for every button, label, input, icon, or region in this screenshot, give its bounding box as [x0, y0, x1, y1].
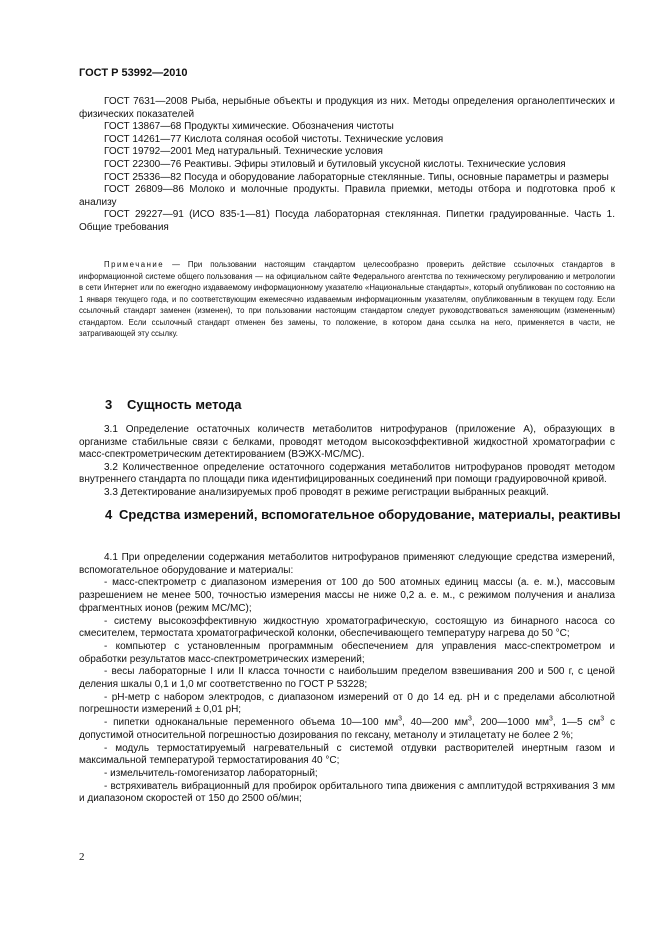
section-4-heading [105, 507, 625, 523]
reference-item: ГОСТ 7631—2008 Рыба, нерыбные объекты и продукция из них. Методы определения органолептических и физических показателей [79, 96, 615, 120]
superscript: 3 [398, 715, 402, 723]
document-header: ГОСТ Р 53992—2010 [79, 67, 188, 79]
section-number: 4 [105, 507, 113, 522]
list-item: - встряхиватель вибрационный для пробирок орбитального типа движения с амплитудой встряхивания 3 мм и диапазоном скоростей от 150 до 2500 об/мин; [79, 780, 615, 805]
reference-item: ГОСТ 14261—77 Кислота соляная особой чистоты. Технические условия [104, 133, 444, 145]
superscript: 3 [548, 715, 553, 723]
paragraph: 3.3 Детектирование анализируемых проб проводят в режиме регистрации выбранных реакций. [104, 486, 549, 498]
list-item: - компьютер с установленным программным обеспечением для управления масс-спектрометром и обработки результатов масс-спектрометрических измерений; [79, 640, 615, 665]
section-title: Средства измерений, вспомогательное оборудование, материалы, реактивы [119, 507, 621, 522]
note-text: — При пользовании настоящим стандартом целесообразно проверить действие ссылочных стандартов в информационной системе общего пользования — на официальном сайте Федерального агентства по техническому регулированию и метрологии в сети Интернет или по ежегодно издаваемому информационному указателю «Национальные стандарты», который опубликован по состоянию на 1 января текущего года, и по соответствующим ежемесячно издаваемым информационным указателям, опубликованным в текущем году. Если ссылочный стандарт заменен (изменен), то при пользовании настоящим стандартом следует руководствоваться заменяющим (измененным) стандартом. Если ссылочный стандарт отменен без замены, то положение, в котором дана ссылка на него, применяется в части, не затрагивающей эту ссылку. [79, 260, 615, 338]
superscript: 3 [600, 715, 605, 723]
superscript: 3 [467, 715, 472, 723]
section-number: 3 [105, 397, 113, 412]
note-label: Примечание [104, 260, 165, 269]
list-item: - масс-спектрометр с диапазоном измерения от 100 до 500 атомных единиц массы (а. е. м.), массовым разрешением не менее 500, точностью измерения массы не ниже 0,2 а. е. м., с режимом получения и анализа фрагментных ионов (режим МС/МС); [79, 577, 615, 614]
reference-item: ГОСТ 26809—86 Молоко и молочные продукты. Правила приемки, методы отбора и подготовка проб к анализу [79, 184, 615, 208]
normative-references-list [79, 96, 615, 235]
paragraph: 3.1 Определение остаточных количеств метаболитов нитрофуранов (приложение А), образующих в организме стабильные связи с белками, проводят методом высокоэффективной жидкостной хроматографии с масс-спектрометрическим детектированием (ВЭЖХ-МС/МС). [79, 424, 615, 461]
reference-item: ГОСТ 22300—76 Реактивы. Эфиры этиловый и бутиловый уксусной кислоты. Технические условия [104, 158, 566, 170]
paragraph: 4.1 При определении содержания метаболитов нитрофуранов применяют следующие средства измерений, вспомогательное оборудование и материалы: [79, 552, 615, 576]
section-4-body [79, 552, 615, 806]
note-paragraph [79, 259, 615, 340]
list-item: - систему высокоэффективную жидкостную хроматографическую, состоящую из бинарного насоса со смесителем, термостата хроматографической колонки, обеспечивающего температуру нагрева до 50 °С; [79, 615, 615, 640]
list-item: - рН-метр с набором электродов, с диапазоном измерений от 0 до 14 ед. рН и с пределами абсолютной погрешности измерений ± 0,01 рН; [79, 691, 615, 716]
section-3-body [79, 424, 615, 500]
text-fragment: , 40—200 мм [402, 717, 468, 729]
list-item: - модуль термостатируемый нагревательный с системой отдувки растворителей инертным газом и максимальной температурой термостатирования 40 °С; [79, 742, 615, 767]
reference-item: ГОСТ 25336—82 Посуда и оборудование лабораторные стеклянные. Типы, основные параметры и размеры [104, 171, 609, 183]
section-3-heading [105, 397, 242, 412]
page-number: 2 [79, 851, 85, 863]
list-item: - измельчитель-гомогенизатор лабораторный; [104, 767, 318, 779]
text-fragment: , 1—5 см [552, 717, 601, 729]
text-fragment: , 200—1000 мм [471, 717, 549, 729]
list-item: - весы лабораторные I или II класса точности с наибольшим пределом взвешивания 200 и 500 г, с ценой деления шкалы 0,1 и 1,0 мг соответственно по ГОСТ Р 53228; [79, 666, 615, 691]
text-fragment: с допустимой относительной погрешностью дозирования по гексану, метанолу и этилацетату не более 2 %; [79, 717, 615, 741]
reference-item: ГОСТ 19792—2001 Мед натуральный. Технические условия [104, 146, 383, 158]
reference-item: ГОСТ 13867—68 Продукты химические. Обозначения чистоты [104, 121, 394, 133]
reference-item: ГОСТ 29227—91 (ИСО 835-1—81) Посуда лабораторная стеклянная. Пипетки градуированные. Часть 1. Общие требования [79, 209, 615, 233]
section-title: Сущность метода [127, 397, 242, 412]
paragraph: 3.2 Количественное определение остаточного содержания метаболитов нитрофуранов проводят методом внутреннего стандарта по площади пика идентифицированных соединений при помощи градуировочной кривой. [79, 461, 615, 486]
note-block [79, 259, 615, 340]
list-item-pipettes [79, 717, 615, 742]
text-fragment: - пипетки одноканальные переменного объема 10—100 мм [104, 717, 399, 729]
